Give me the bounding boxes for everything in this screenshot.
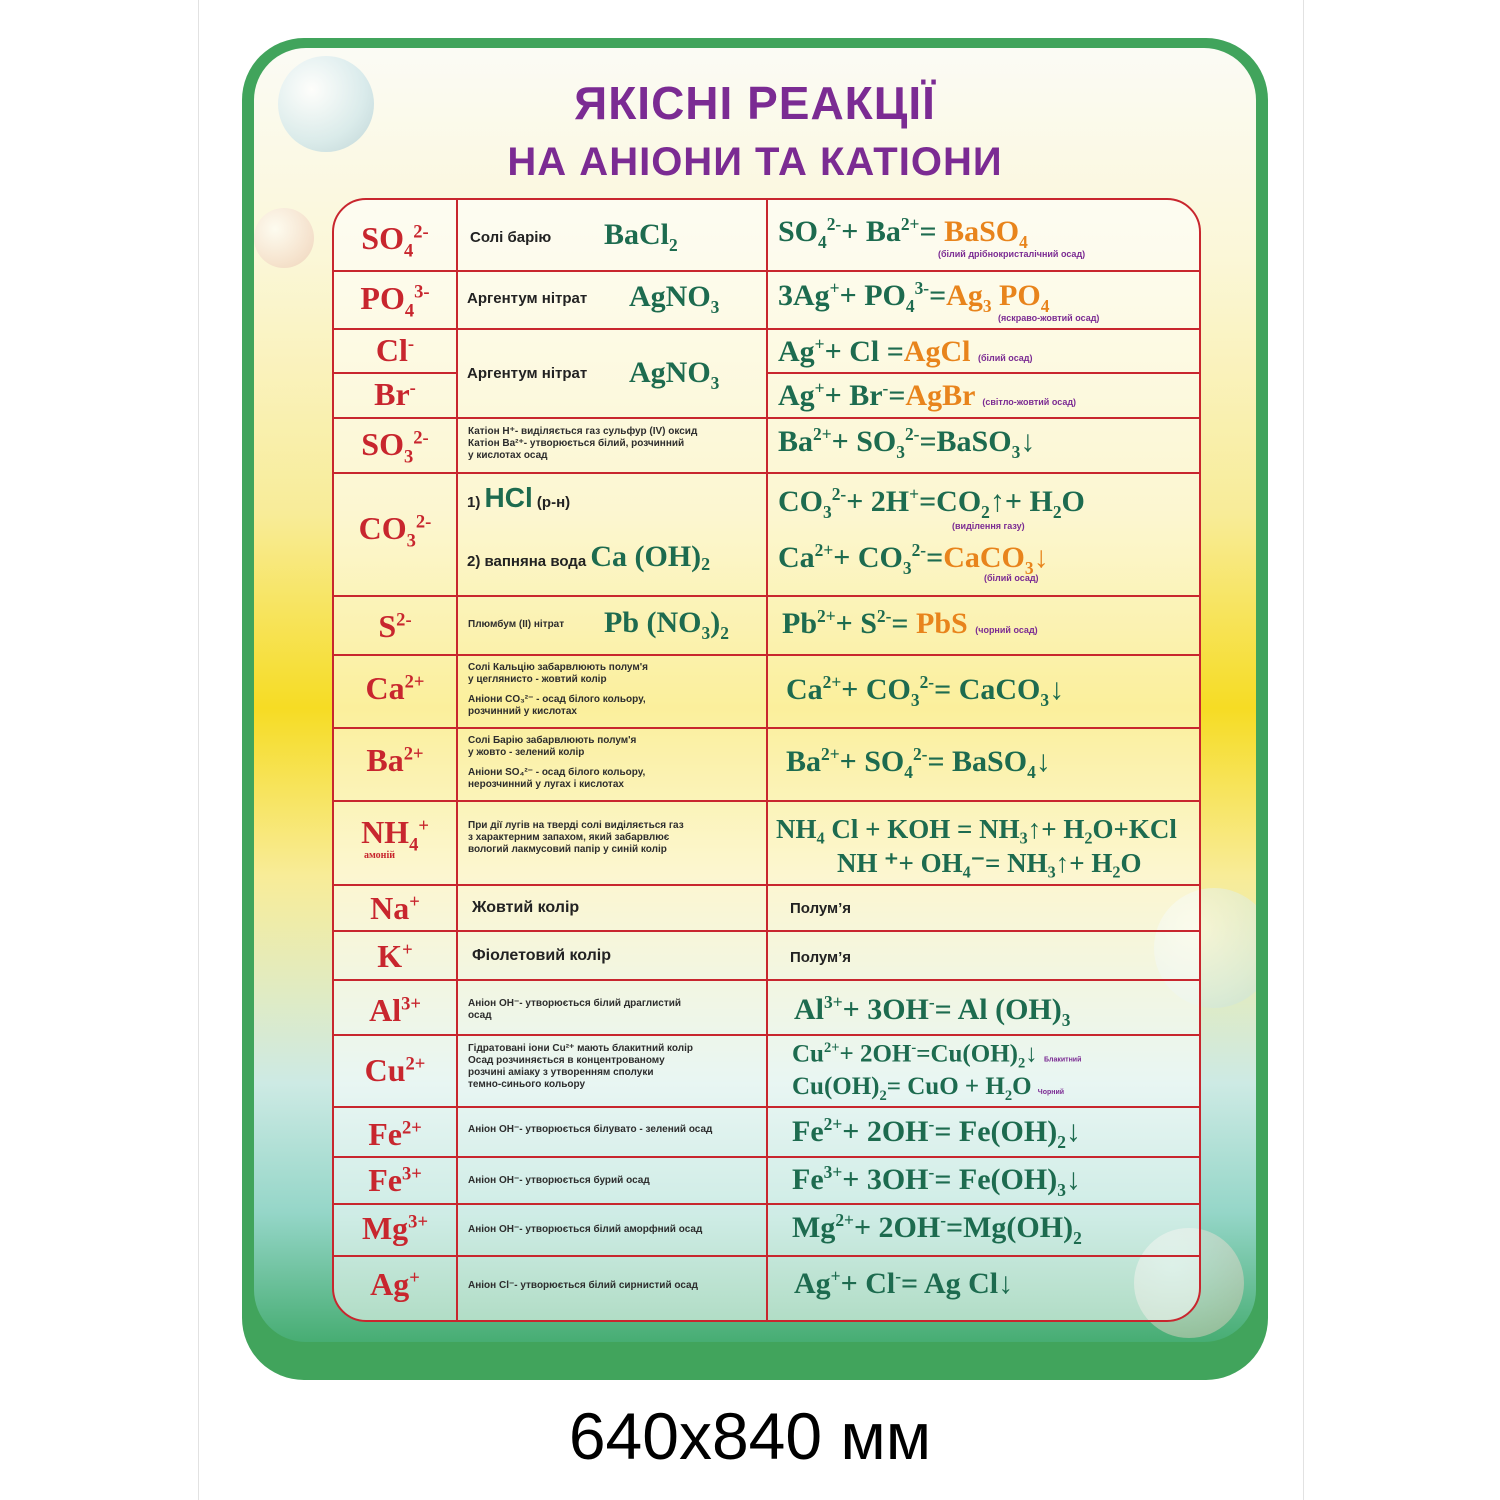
- row-divider: [334, 884, 1199, 886]
- reagent-description: Аніон OH⁻- утворюється білий аморфний осад: [468, 1224, 703, 1235]
- ion-carbonate: $CO_3^{2-}$: [358, 510, 432, 552]
- column-divider: [456, 200, 458, 1320]
- ion-silver: Ag+: [370, 1266, 420, 1302]
- reaction-equation: $Ba^{2+}+ SO_4^{2-}=$ BaSO$_4$↓: [786, 744, 1051, 782]
- reaction-equation: Ag++ Cl-= Ag Cl↓: [794, 1266, 1014, 1300]
- reagent-formula: Pb $(NO_3)_2$: [604, 606, 729, 643]
- reaction-equation: $Ba^{2+}+$ $SO_3^{2-}=BaSO_3↓$: [778, 424, 1036, 462]
- reagent-description: Солі Барію забарвлюють полум'я у жовто - зелений колір Аніони SO₄²⁻ - осад білого кольору, нерозчинний у лугах і кислотах: [468, 735, 646, 790]
- reagent-name: 1) HCl (р-н): [467, 482, 571, 513]
- arrow-down-icon: ↓: [1049, 673, 1065, 706]
- reaction-equation: $Pb^{2+}+ S^{2-}=$ PbS (чорний осад): [782, 606, 1038, 640]
- ion-copper: $Cu^{2+}$: [364, 1052, 426, 1088]
- column-divider: [766, 200, 768, 1320]
- reaction-equation: $Fe^{2+}+ 2OH^-=$ $Fe(OH)_2↓$: [792, 1114, 1081, 1152]
- flame-color: Жовтий колір: [472, 899, 580, 916]
- arrow-down-icon: ↓: [1065, 1163, 1081, 1196]
- row-divider: [334, 1255, 1199, 1257]
- reaction-equation: $Fe^{3+}+ 3OH^-=$ $Fe(OH)_3↓$: [792, 1162, 1081, 1200]
- reagent-description: Катіон H⁺- виділяється газ сульфур (IV) оксид Катіон Ba²⁺- утворюється білий, розчинний у кислотах осад: [468, 426, 698, 461]
- arrow-down-icon: ↓: [1020, 425, 1036, 458]
- row-divider: [334, 472, 1199, 474]
- ion-phosphate: $PO_4^{3-}$: [360, 280, 430, 322]
- reagent-description: Аніон OH⁻- утворюється бурий осад: [468, 1175, 650, 1186]
- flame-label: Полум’я: [790, 949, 852, 966]
- reagent-name: Солі барію: [470, 229, 552, 246]
- ion-sulfate: $SO_4^{2-}$: [361, 220, 429, 262]
- ion-magnesium: $Mg^{3+}$: [361, 1210, 429, 1246]
- reaction-equation: $Cu(OH)_2=$ CuO + $H_2O$ Чорний: [792, 1073, 1065, 1104]
- reaction-equation: NH ⁺+ OH₄⁻= NH₃↑+ H₂O: [837, 848, 1142, 878]
- row-divider: [334, 930, 1199, 932]
- ion-sulfide: $S^{2-}$: [378, 608, 412, 644]
- ion-calcium: $Ca^{2+}$: [365, 670, 425, 706]
- reaction-equation: $Ca^{2+}+$ $CO_3^{2-}=CaCO_3↓$: [778, 540, 1049, 578]
- ion-label: амоній: [364, 850, 395, 861]
- row-divider: [334, 328, 1199, 330]
- poster-dimensions: 640x840 мм: [568, 1399, 932, 1473]
- reactions-table: [332, 198, 1201, 1322]
- reagent-formula: BaCl$_2$: [604, 218, 678, 255]
- precipitate-note: (білий дрібнокристалічний осад): [938, 249, 1086, 259]
- row-divider: [334, 595, 1199, 597]
- reagent-name: Аргентум нітрат: [467, 290, 588, 307]
- reagent-formula: AgNO$_3$: [629, 280, 720, 317]
- flame-color: Фіолетовий колір: [472, 947, 612, 964]
- row-divider: [334, 270, 1199, 272]
- row-divider: [334, 800, 1199, 802]
- ion-ammonium: $NH_4^+$: [361, 814, 429, 856]
- reaction-equation: Ag++ Cl =AgCl (білий осад): [778, 334, 1033, 368]
- row-divider: [334, 654, 1199, 656]
- ion-chloride: Cl-: [375, 332, 415, 368]
- reagent-name: Плюмбум (ІІ) нітрат: [468, 619, 565, 630]
- row-divider: [334, 979, 1199, 981]
- arrow-down-icon: ↓: [998, 1267, 1014, 1300]
- reagent-description: Аніон Cl⁻- утворюється білий сирнистий осад: [468, 1280, 698, 1291]
- ion-sulfite: $SO_3^{2-}$: [361, 426, 429, 468]
- ion-aluminium: $Al^{3+}$: [369, 992, 421, 1028]
- arrow-down-icon: ↓: [1065, 1115, 1081, 1148]
- molecule-ball-decoration: [254, 208, 314, 268]
- precipitate-note: (білий осад): [984, 573, 1039, 583]
- arrow-down-icon: ↓: [1035, 745, 1051, 778]
- reagent-name: Аргентум нітрат: [467, 365, 588, 382]
- row-divider: [334, 1203, 1199, 1205]
- poster-title-line2: НА АНІОНИ ТА КАТІОНИ: [507, 140, 1003, 184]
- reaction-equation: $SO_4^{2-}+ Ba^{2+}=$ BaSO$_4$: [778, 214, 1028, 252]
- precipitate-note: (яскраво-жовтий осад): [998, 313, 1100, 323]
- reaction-equation: $3Ag^++ PO_4^{3-}=Ag_3$ $PO_4$: [778, 278, 1050, 316]
- reagent-formula: AgNO$_3$: [629, 356, 720, 393]
- arrow-down-icon: ↓: [1025, 1040, 1038, 1068]
- row-divider: [334, 1156, 1199, 1158]
- row-divider: [334, 1034, 1199, 1036]
- reaction-equation: $Mg^{2+}+ 2OH^-=Mg(OH)_2$: [792, 1210, 1082, 1248]
- row-divider: [334, 417, 1199, 419]
- ion-barium: $Ba^{2+}$: [366, 742, 424, 778]
- ion-iron-ii: $Fe^{2+}$: [368, 1116, 422, 1152]
- row-divider: [768, 372, 1199, 374]
- reaction-equation: $CO_3^{2-}+$ $2H^+=CO_2↑+ H_2O$: [778, 484, 1085, 522]
- reagent-description: Гідратовані іони Cu²⁺ мають блакитний колір Осад розчиняється в концентрованому розчині аміаку з утворенням сполуки темно-синього кольору: [468, 1043, 693, 1090]
- reaction-equation: Ag++ Br-=AgBr (світло-жовтий осад): [778, 378, 1077, 412]
- reagent-description: При дії лугів на тверді солі виділяється газ з характерним запахом, який забарвлює вологий лакмусовий папір у синій колір: [468, 820, 684, 855]
- reagent-description: Аніон OH⁻- утворюється білувато - зелений осад: [468, 1124, 713, 1135]
- reagent-description: Солі Кальцію забарвлюють полум'я у цеглянисто - жовтий колір Аніони CO₃²⁻ - осад білого кольору, розчинний у кислотах: [468, 662, 648, 717]
- ion-sodium: Na+: [370, 890, 420, 926]
- reaction-equation: NH₄ Cl + KOH = NH₃↑+ H₂O+KCl: [776, 814, 1177, 844]
- row-divider: [334, 727, 1199, 729]
- ion-bromide: Br-: [374, 376, 416, 412]
- arrow-down-icon: ↓: [1033, 541, 1049, 574]
- arrow-up-icon: ↑: [989, 485, 1005, 518]
- reaction-equation: $Al^{3+}+ 3OH^-= Al$ $(OH)_3$: [794, 992, 1071, 1030]
- ion-iron-iii: $Fe^{3+}$: [368, 1162, 422, 1198]
- reaction-equation: $Cu^{2+}+$ $2OH^-=Cu(OH)_2↓$ Блакитний: [792, 1040, 1082, 1072]
- reagent-description: Аніон OH⁻- утворюється білий драглистий осад: [468, 998, 682, 1021]
- precipitate-note: (виділення газу): [952, 521, 1025, 531]
- reagent-name: 2) вапняна вода Ca $(OH)_2$: [467, 540, 711, 574]
- reaction-equation: $Ca^{2+}+ CO_3^{2-}=$ CaCO$_3$↓: [786, 672, 1065, 710]
- row-divider: [334, 372, 456, 374]
- poster-title-line1: ЯКІСНІ РЕАКЦІЇ: [574, 77, 936, 129]
- row-divider: [334, 1106, 1199, 1108]
- ion-potassium: K+: [377, 938, 413, 974]
- flame-label: Полум’я: [790, 900, 852, 917]
